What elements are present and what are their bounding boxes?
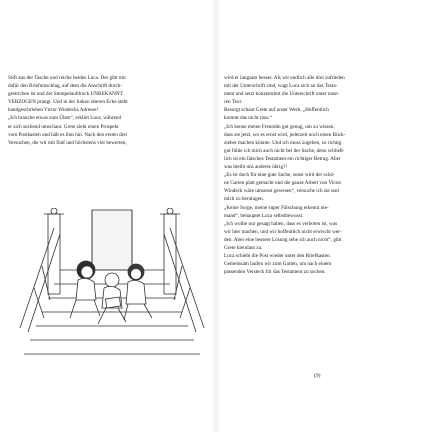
right_page-line: mit der Unterschrift sind, wagt Luca sich an das Testa- bbox=[224, 83, 338, 90]
left_page-line: handgeschrieben Victor Windecks Adresse! bbox=[8, 107, 99, 114]
right_page-line: dass sie jetzt, wo es ernst wird, jederzeit noch einen Rück- bbox=[224, 131, 346, 138]
right_page-line: „Ich kenne meine Freundin gut genug, um zu wissen, bbox=[224, 123, 335, 130]
right-page bbox=[220, 0, 426, 432]
left_page-line: gestrichen ist und der Stempelaufdruck UNBEKANNT bbox=[8, 91, 123, 98]
right_page-line: „Ich wollte nur gesagt haben, dass es verboten ist, was bbox=[224, 220, 338, 227]
right_page-line: mich zu beruhigen. bbox=[224, 196, 264, 203]
left_page-line: dafür den Briefumschlag, auf dem die Anschrift durch- bbox=[8, 83, 123, 90]
right_page-line: ne Garten platt gemacht und die ganze Arbeit von Victor bbox=[224, 180, 342, 187]
left-page-text bbox=[8, 74, 198, 147]
right_page-line: passenden Versteck für das Testament zu suchen. bbox=[224, 269, 326, 276]
right_page-line: Besorgt schaut Grete auf unser Werk. „Hoffentlich bbox=[224, 107, 329, 114]
right_page-line: ren Text. bbox=[224, 99, 243, 106]
right_page-line: zieher machen könnte. Und ich muss zugeben, so richtig bbox=[224, 139, 342, 146]
right_page-line: lich ist ein falsches Testament ein richtiger Betrug. Aber bbox=[224, 155, 341, 162]
right_page-line: wir hier machen, und wir hoffentlich nicht erwischt wer- bbox=[224, 228, 342, 235]
right_page-line: kommt das nicht raus.“ bbox=[224, 115, 273, 122]
left_page-line: „Ich brauche etwas zum Üben“, erklärt Luca, während bbox=[8, 115, 122, 122]
right_page-line: „Es ist doch für eine gute Sache, sonst wird der schö- bbox=[224, 172, 335, 179]
right_page-line: Luca schiebt die Post wieder unter den Briefkasten. bbox=[224, 253, 331, 260]
left-page bbox=[6, 0, 212, 432]
left_page-line: Versuchen, die wir mit fünf und höchstens vier bewerten, bbox=[8, 139, 127, 146]
book-gutter bbox=[212, 0, 220, 432]
left_page-line: VERZOGEN prangt. Und in der linken oberen Ecke steht bbox=[8, 99, 128, 106]
right_page-line: „Keine Sorge, meine super Fälschung erkennt nie- bbox=[224, 204, 329, 211]
left_page-line: er sich suchend umschaut. Grete zieht einen Prospekt bbox=[8, 123, 119, 130]
right_page-line: gut fühle ich mich auch nicht bei der Sache, denn schließ- bbox=[224, 147, 345, 154]
right-page-text bbox=[224, 74, 420, 276]
right_page-line: Gemeinsam laufen wir zum Garten, um nach einem bbox=[224, 261, 332, 268]
right_page-line: wird er langsam besser. Als wir endlich alle drei zufrieden bbox=[224, 75, 345, 81]
left_page-line: vom Postkasten und hält es ihm hin. Nach den ersten drei bbox=[8, 131, 128, 138]
right_page-line: was bleibt uns anderes übrig?! bbox=[224, 164, 288, 171]
page-number: (9) bbox=[314, 373, 321, 379]
children-on-stairs-illustration bbox=[14, 208, 210, 358]
right_page-line: mand“, behauptet Luca selbstbewusst. bbox=[224, 212, 304, 219]
right_page-line: den. Aber eine bessere Lösung sehe ich auch nicht“, gibt bbox=[224, 236, 342, 243]
right_page-line: ment und setzt konzentriert die Unterschrift unter unse- bbox=[224, 91, 340, 98]
right_page-line: Windeck wäre umsonst gewesen“, versuche ich sie und bbox=[224, 188, 339, 195]
right_page-line: Grete kleinlaut zu. bbox=[224, 244, 263, 251]
left_page-line: Stift aus der Tasche und reiche beides Luca. Der gibt mir bbox=[8, 75, 127, 81]
